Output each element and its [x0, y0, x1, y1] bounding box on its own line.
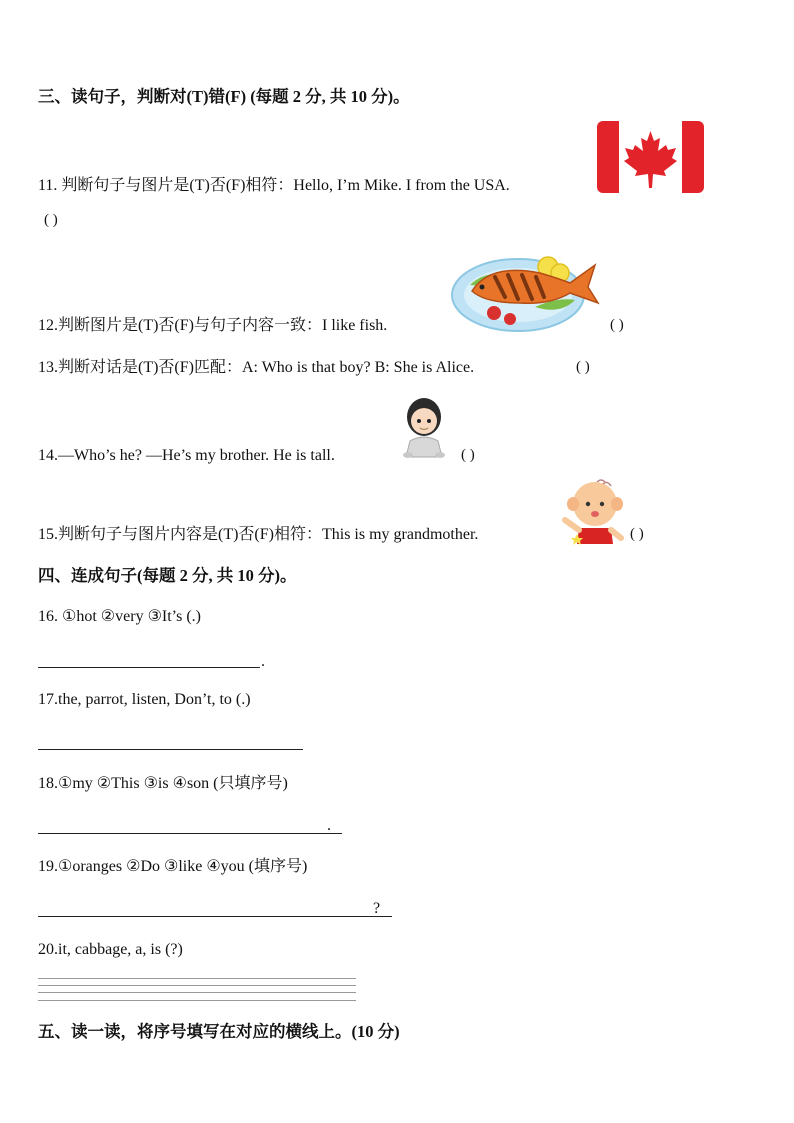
question-19: 19.①oranges ②Do ③like ④you (填序号): [38, 858, 308, 875]
question-17: 17.the, parrot, listen, Don’t, to (.): [38, 691, 251, 708]
writing-line: [38, 992, 356, 993]
answer-paren-13[interactable]: ( ): [576, 359, 590, 375]
writing-line: [38, 978, 356, 979]
section-4-title: 四、连成句子(每题 2 分, 共 10 分)。: [38, 566, 297, 585]
answer-line-16[interactable]: [38, 667, 260, 668]
cartoon-baby-icon: [557, 478, 627, 546]
answer-line-18[interactable]: [38, 833, 342, 834]
writing-line: [38, 985, 356, 986]
answer-end-18: .: [327, 817, 331, 834]
answer-end-16: .: [261, 653, 265, 670]
question-11: 11. 判断句子与图片是(T)否(F)相符：Hello, I’m Mike. I from the USA.: [38, 177, 510, 194]
canada-flag-icon: [597, 121, 704, 193]
answer-paren-11[interactable]: ( ): [44, 212, 58, 228]
question-15: 15.判断句子与图片内容是(T)否(F)相符：This is my grandmother.: [38, 526, 479, 543]
answer-line-19[interactable]: [38, 916, 392, 917]
question-13: 13.判断对话是(T)否(F)匹配：A: Who is that boy? B: She is Alice.: [38, 359, 475, 376]
answer-line-17[interactable]: [38, 749, 303, 750]
question-14: 14.—Who’s he? —He’s my brother. He is tall.: [38, 447, 335, 464]
answer-paren-14[interactable]: ( ): [461, 447, 475, 463]
answer-paren-12[interactable]: ( ): [610, 317, 624, 333]
question-12: 12.判断图片是(T)否(F)与句子内容一致：I like fish.: [38, 317, 388, 334]
question-16: 16. ①hot ②very ③It’s (.): [38, 608, 202, 625]
question-20: 20.it, cabbage, a, is (?): [38, 941, 183, 958]
section-5-title: 五、读一读，将序号填写在对应的横线上。(10 分): [38, 1022, 400, 1041]
section-3-title: 三、读句子，判断对(T)错(F) (每题 2 分, 共 10 分)。: [38, 87, 410, 106]
writing-line: [38, 1000, 356, 1001]
baby-boy-icon: [398, 395, 450, 461]
answer-end-19: ?: [373, 900, 381, 917]
grilled-fish-icon: [450, 245, 600, 335]
answer-paren-15[interactable]: ( ): [630, 526, 644, 542]
question-18: 18.①my ②This ③is ④son (只填序号): [38, 775, 288, 792]
